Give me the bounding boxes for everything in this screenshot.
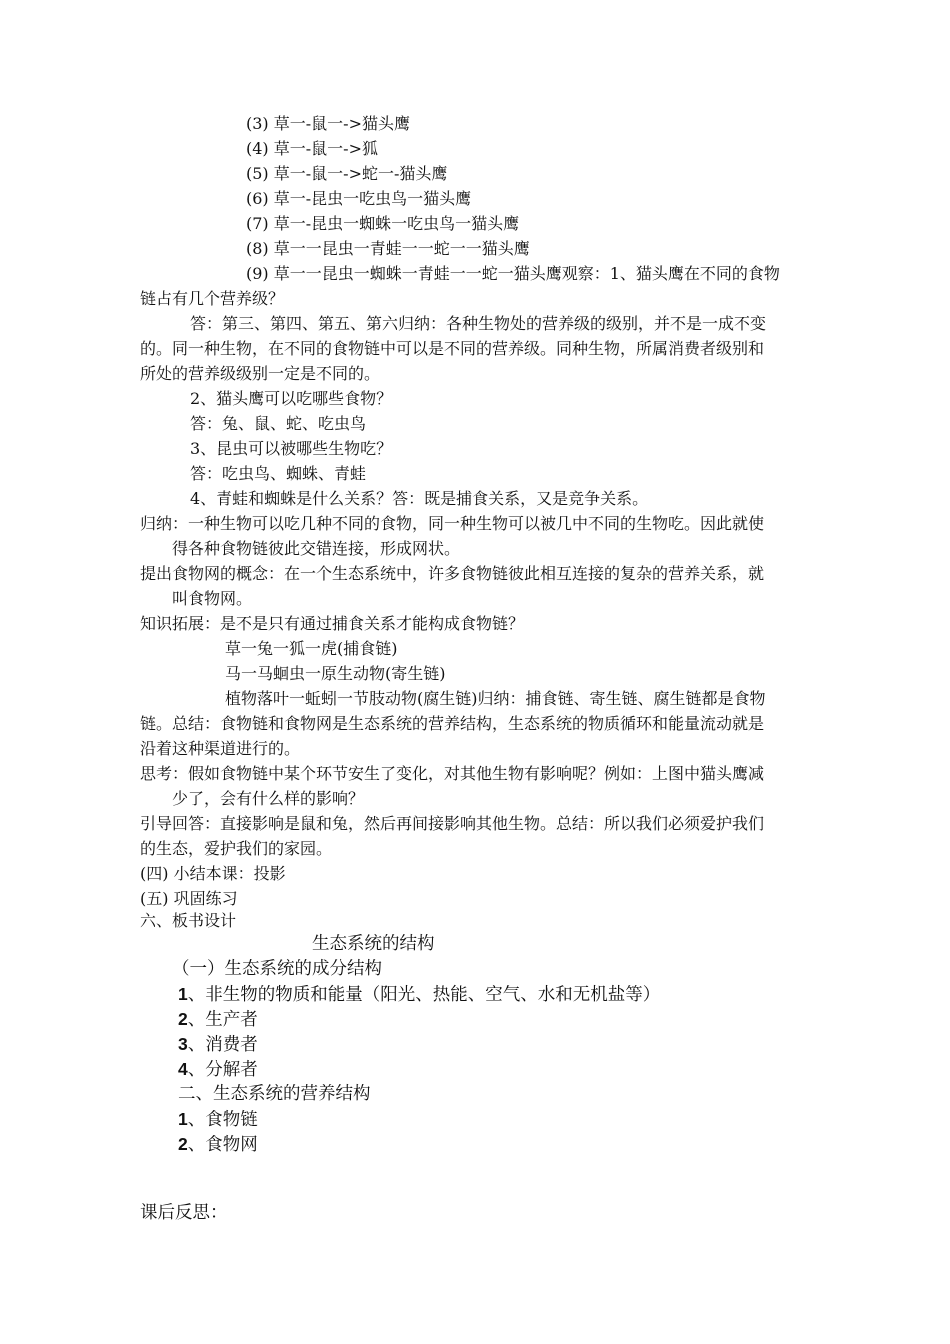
item-text: 、非生物的物质和能量（阳光、热能、空气、水和无机盐等） [187, 985, 661, 1005]
board-part-1: （一）生态系统的成分结构 [172, 959, 382, 979]
answer-paragraph-line: 的。同一种生物，在不同的食物链中可以是不同的营养级。同种生物，所属消费者级别和 [140, 339, 765, 358]
board-title: 生态系统的结构 [312, 934, 435, 954]
guide-answer: 的生态，爱护我们的家园。 [140, 839, 333, 858]
answer-paragraph-line: 所处的营养级级别一定是不同的。 [140, 364, 381, 383]
food-chain-7: (7) 草一-昆虫一蜘蛛一吃虫鸟一猫头鹰 [246, 214, 520, 233]
item-number: 3 [178, 1034, 188, 1054]
observation-question: 链占有几个营养级？ [140, 289, 285, 308]
item-number: 4 [178, 1059, 188, 1079]
summary-line: 得各种食物链彼此交错连接，形成网状。 [172, 539, 461, 558]
item-text: 、分解者 [187, 1060, 258, 1080]
item-number: 1 [178, 1109, 188, 1129]
food-chain-4: (4) 草一-鼠一->狐 [246, 139, 378, 158]
section-board-design: 六、板书设计 [140, 911, 237, 930]
food-chain-5: (5) 草一-鼠一->蛇一-猫头鹰 [246, 164, 448, 183]
item-number: 1 [178, 984, 188, 1004]
answer-3: 答：吃虫鸟、蜘蛛、青蛙 [190, 464, 367, 483]
item-text: 、食物链 [187, 1110, 258, 1130]
section-summary: (四) 小结本课：投影 [140, 864, 286, 883]
extension-heading: 知识拓展：是不是只有通过捕食关系才能构成食物链？ [140, 614, 525, 633]
extension-summary: 沿着这种渠道进行的。 [140, 739, 301, 758]
item-text: 、消费者 [187, 1035, 258, 1055]
summary-line: 归纳：一种生物可以吃几种不同的食物，同一种生物可以被几中不同的生物吃。因此就使 [140, 514, 765, 533]
thinking-question: 少了，会有什么样的影响？ [172, 789, 365, 808]
board-part-2: 二、生态系统的营养结构 [178, 1084, 371, 1104]
food-web-concept: 叫食物网。 [172, 589, 253, 608]
board-item [178, 1008, 258, 1031]
question-4: 4、青蛙和蜘蛛是什么关系？答：既是捕食关系，又是竞争关系。 [190, 489, 649, 508]
food-chain-9: (9) 草一一昆虫一蜘蛛一青蛙一一蛇一猫头鹰观察：1、猫头鹰在不同的食物 [246, 264, 780, 283]
board-item [178, 1033, 258, 1056]
answer-2: 答：兔、鼠、蛇、吃虫鸟 [190, 414, 367, 433]
food-chain-6: (6) 草一-昆虫一吃虫鸟一猫头鹰 [246, 189, 472, 208]
board-item [178, 983, 660, 1006]
guide-answer: 引导回答：直接影响是鼠和兔，然后再间接影响其他生物。总结：所以我们必须爱护我们 [140, 814, 765, 833]
item-number: 2 [178, 1134, 188, 1154]
thinking-question: 思考：假如食物链中某个环节安生了变化，对其他生物有影响呢？例如：上图中猫头鹰减 [140, 764, 765, 783]
predation-chain: 草一兔一狐一虎(捕食链) [225, 639, 398, 658]
saprophytic-chain: 植物落叶一蚯蚓一节肢动物(腐生链)归纳：捕食链、寄生链、腐生链都是食物 [225, 689, 766, 708]
food-chain-3: (3) 草一-鼠一->猫头鹰 [246, 114, 410, 133]
post-class-reflection: 课后反思： [140, 1203, 228, 1223]
food-web-concept: 提出食物网的概念：在一个生态系统中，许多食物链彼此相互连接的复杂的营养关系，就 [140, 564, 765, 583]
section-practice: (五) 巩固练习 [140, 889, 238, 908]
board-item [178, 1133, 258, 1156]
item-text: 、食物网 [187, 1135, 258, 1155]
question-3: 3、昆虫可以被哪些生物吃？ [190, 439, 393, 458]
board-item [178, 1058, 258, 1081]
food-chain-8: (8) 草一一昆虫一青蛙一一蛇一一猫头鹰 [246, 239, 530, 258]
question-2: 2、猫头鹰可以吃哪些食物？ [190, 389, 393, 408]
item-text: 、生产者 [187, 1010, 258, 1030]
extension-summary: 链。总结：食物链和食物网是生态系统的营养结构，生态系统的物质循环和能量流动就是 [140, 714, 765, 733]
board-item [178, 1108, 258, 1131]
answer-paragraph-line: 答：第三、第四、第五、第六归纳：各种生物处的营养级的级别，并不是一成不变 [190, 314, 767, 333]
item-number: 2 [178, 1009, 188, 1029]
parasitic-chain: 马一马蛔虫一原生动物(寄生链) [225, 664, 446, 683]
